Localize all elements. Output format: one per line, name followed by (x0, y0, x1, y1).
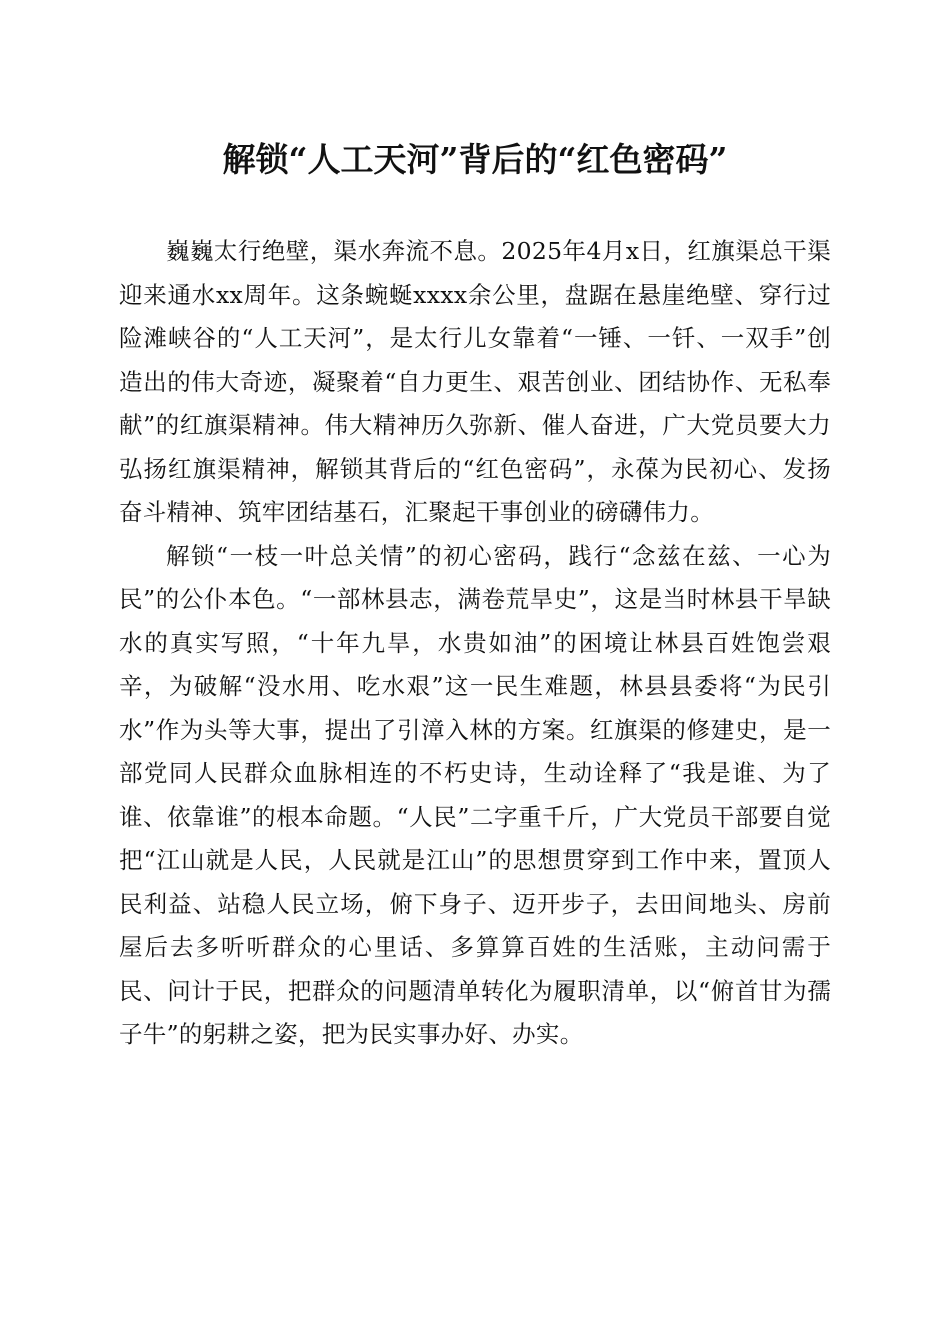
paragraph-intro: 巍巍太行绝壁，渠水奔流不息。2025年4月x日，红旗渠总干渠迎来通水xx周年。这条蜿蜒xxxx余公里，盘踞在悬崖绝壁、穿行过险滩峡谷的“人工天河”，是太行儿女靠着“一锤、一钎、一双手”创造出的伟大奇迹，凝聚着“自力更生、艰苦创业、团结协作、无私奉献”的红旗渠精神。伟大精神历久弥新、催人奋进，广大党员要大力弘扬红旗渠精神，解锁其背后的“红色密码”，永葆为民初心、发扬奋斗精神、筑牢团结基石，汇聚起干事创业的磅礴伟力。 (119, 237, 831, 526)
article-body (119, 230, 831, 1057)
paragraph-original-aspiration: 解锁“一枝一叶总关情”的初心密码，践行“念兹在兹、一心为民”的公仆本色。“一部林县志，满卷荒旱史”，这是当时林县干旱缺水的真实写照，“十年九旱，水贵如油”的困境让林县百姓饱尝艰辛，为破解“没水用、吃水艰”这一民生难题，林县县委将“为民引水”作为头等大事，提出了引漳入林的方案。红旗渠的修建史，是一部党同人民群众血脉相连的不朽史诗，生动诠释了“我是谁、为了谁、依靠谁”的根本命题。“人民”二字重千斤，广大党员干部要自觉把“江山就是人民，人民就是江山”的思想贯穿到工作中来，置顶人民利益、站稳人民立场，俯下身子、迈开步子，去田间地头、房前屋后去多听听群众的心里话、多算算百姓的生活账，主动问需于民、问计于民，把群众的问题清单转化为履职清单，以“俯首甘为孺子牛”的躬耕之姿，把为民实事办好、办实。 (119, 541, 831, 1048)
article-title: 解锁“人工天河”背后的“红色密码” (222, 140, 728, 179)
